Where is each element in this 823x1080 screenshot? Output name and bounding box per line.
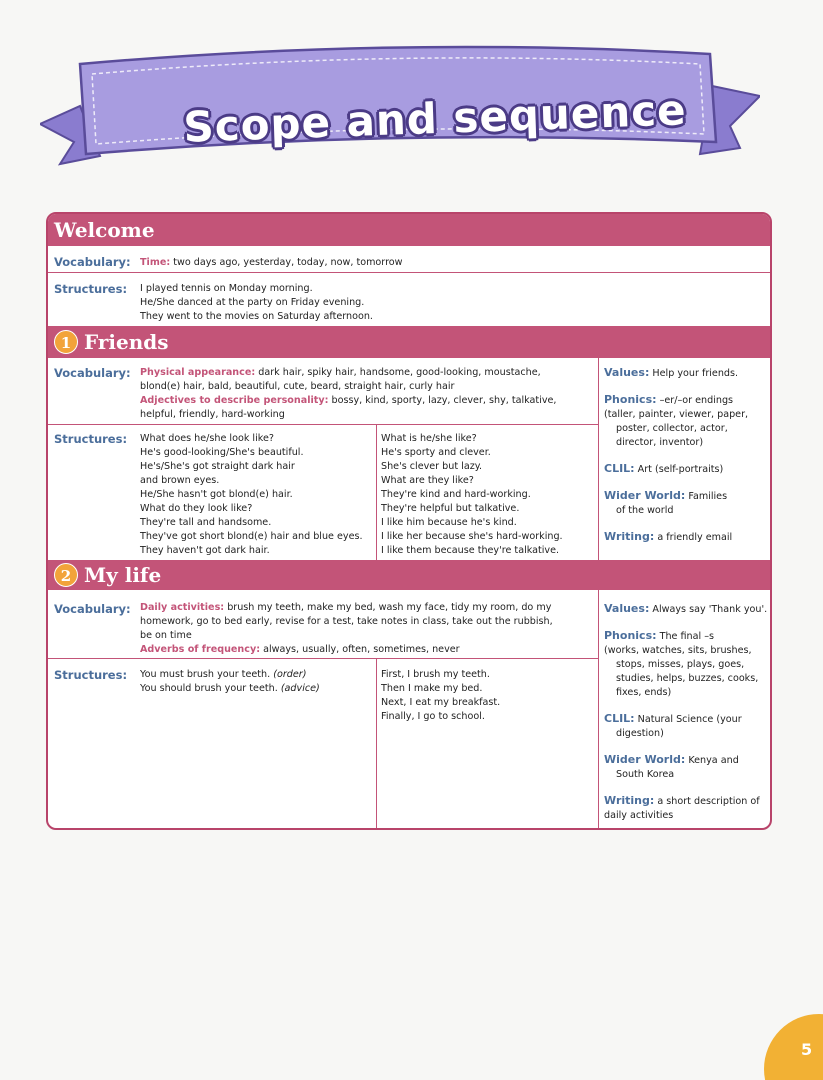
section-header-mylife (48, 560, 770, 590)
divider (376, 658, 377, 830)
vocab-text: bossy, kind, sporty, lazy, clever, shy, talkative, (331, 395, 557, 406)
structure-line: Then I make my bed. (381, 683, 483, 694)
section-title: Friends (84, 330, 169, 354)
side-text: studies, helps, buzzes, cooks, (616, 673, 759, 684)
vocabulary-label: Vocabulary: (54, 255, 131, 269)
side-key: Phonics: (604, 393, 657, 406)
title-banner (40, 36, 760, 166)
structure-line: They're helpful but talkative. (381, 503, 520, 514)
structure-line: What does he/she look like? (140, 433, 274, 444)
vocab-key: Daily activities: (140, 602, 225, 613)
side-text: daily activities (604, 810, 674, 821)
structure-line: They went to the movies on Saturday afternoon. (140, 311, 373, 322)
structure-line: They're tall and handsome. (140, 517, 272, 528)
divider (598, 358, 599, 560)
structure-line: What are they like? (381, 475, 474, 486)
mylife-structures-left (140, 668, 376, 696)
side-text: The final –s (659, 631, 714, 642)
side-key: Phonics: (604, 629, 657, 642)
vocab-text: always, usually, often, sometimes, never (263, 644, 460, 655)
structure-line: You must brush your teeth. (140, 669, 271, 680)
side-text: (taller, painter, viewer, paper, (604, 409, 749, 420)
side-text: Kenya and (688, 755, 739, 766)
side-text: poster, collector, actor, (616, 423, 728, 434)
welcome-vocab (140, 256, 403, 270)
side-key: Wider World: (604, 753, 686, 766)
section-title: Welcome (54, 218, 155, 242)
structure-line: She's clever but lazy. (381, 461, 483, 472)
mylife-side-column (604, 602, 770, 830)
structure-line: They're kind and hard-working. (381, 489, 531, 500)
page-title: Scope and sequence (182, 85, 688, 152)
divider (598, 590, 599, 830)
structure-line: Finally, I go to school. (381, 711, 485, 722)
structure-line: He/She hasn't got blond(e) hair. (140, 489, 293, 500)
vocab-text: helpful, friendly, hard-working (140, 409, 285, 420)
structure-note: (advice) (280, 683, 320, 694)
side-text: Help your friends. (652, 368, 739, 379)
side-text: digestion) (616, 728, 664, 739)
structure-line: He's good-looking/She's beautiful. (140, 447, 304, 458)
structures-label: Structures: (54, 282, 128, 296)
structure-line: He's/She's got straight dark hair (140, 461, 295, 472)
side-text: fixes, ends) (616, 687, 672, 698)
vocab-text: homework, go to bed early, revise for a test, take notes in class, take out the rubbish, (140, 616, 553, 627)
side-key: Values: (604, 602, 650, 615)
side-key: Writing: (604, 794, 655, 807)
divider (48, 658, 598, 659)
divider (48, 272, 770, 273)
scope-table (46, 212, 772, 830)
structures-label: Structures: (54, 432, 128, 446)
vocab-text: dark hair, spiky hair, handsome, good-looking, moustache, (258, 367, 541, 378)
side-text: a friendly email (657, 532, 733, 543)
side-text: –er/–or endings (659, 395, 734, 406)
section-header-welcome (48, 214, 770, 246)
structure-line: He's sporty and clever. (381, 447, 491, 458)
side-text: South Korea (616, 769, 675, 780)
side-text: director, inventor) (616, 437, 704, 448)
side-key: CLIL: (604, 462, 635, 475)
structure-line: I like them because they're talkative. (381, 545, 560, 556)
divider (376, 424, 377, 560)
vocab-key: Physical appearance: (140, 367, 256, 378)
structure-line: Next, I eat my breakfast. (381, 697, 501, 708)
page-number: 5 (801, 1040, 813, 1059)
side-key: CLIL: (604, 712, 635, 725)
side-text: Art (self-portraits) (637, 464, 724, 475)
structure-line: I like her because she's hard-working. (381, 531, 563, 542)
structure-line: He/She danced at the party on Friday evening. (140, 297, 365, 308)
structure-line: I played tennis on Monday morning. (140, 283, 313, 294)
structure-line: They've got short blond(e) hair and blue eyes. (140, 531, 363, 542)
mylife-vocab (140, 601, 592, 657)
vocab-key: Adverbs of frequency: (140, 644, 261, 655)
side-text: Always say 'Thank you'. (652, 604, 768, 615)
section-title: My life (84, 563, 162, 587)
side-text: of the world (616, 505, 674, 516)
welcome-structures (140, 282, 373, 324)
side-text: Families (688, 491, 728, 502)
divider (48, 424, 598, 425)
vocab-text: brush my teeth, make my bed, wash my face, tidy my room, do my (227, 602, 552, 613)
unit-number-badge: 2 (54, 563, 78, 587)
structure-line: What is he/she like? (381, 433, 477, 444)
side-key: Values: (604, 366, 650, 379)
structure-line: and brown eyes. (140, 475, 220, 486)
structure-line: They haven't got dark hair. (140, 545, 270, 556)
page-number-badge (764, 1014, 823, 1080)
friends-structures-left (140, 432, 376, 558)
vocab-key: Time: (140, 257, 171, 268)
unit-number-badge: 1 (54, 330, 78, 354)
vocabulary-label: Vocabulary: (54, 366, 131, 380)
vocab-key: Adjectives to describe personality: (140, 395, 329, 406)
side-key: Wider World: (604, 489, 686, 502)
vocab-text: be on time (140, 630, 192, 641)
friends-structures-right (381, 432, 599, 558)
structure-line: First, I brush my teeth. (381, 669, 490, 680)
side-text: Natural Science (your (637, 714, 742, 725)
side-text: stops, misses, plays, goes, (616, 659, 745, 670)
section-header-friends (48, 326, 770, 358)
side-text: (works, watches, sits, brushes, (604, 645, 752, 656)
vocab-text: blond(e) hair, bald, beautiful, cute, beard, straight hair, curly hair (140, 381, 455, 392)
structures-label: Structures: (54, 668, 128, 682)
friends-vocab (140, 366, 590, 422)
structure-note: (order) (273, 669, 307, 680)
side-text: a short description of (657, 796, 760, 807)
structure-line: You should brush your teeth. (140, 683, 278, 694)
vocab-text: two days ago, yesterday, today, now, tomorrow (173, 257, 403, 268)
structure-line: I like him because he's kind. (381, 517, 517, 528)
mylife-structures-right (381, 668, 599, 724)
vocabulary-label: Vocabulary: (54, 602, 131, 616)
structure-line: What do they look like? (140, 503, 253, 514)
friends-side-column (604, 366, 770, 557)
side-key: Writing: (604, 530, 655, 543)
